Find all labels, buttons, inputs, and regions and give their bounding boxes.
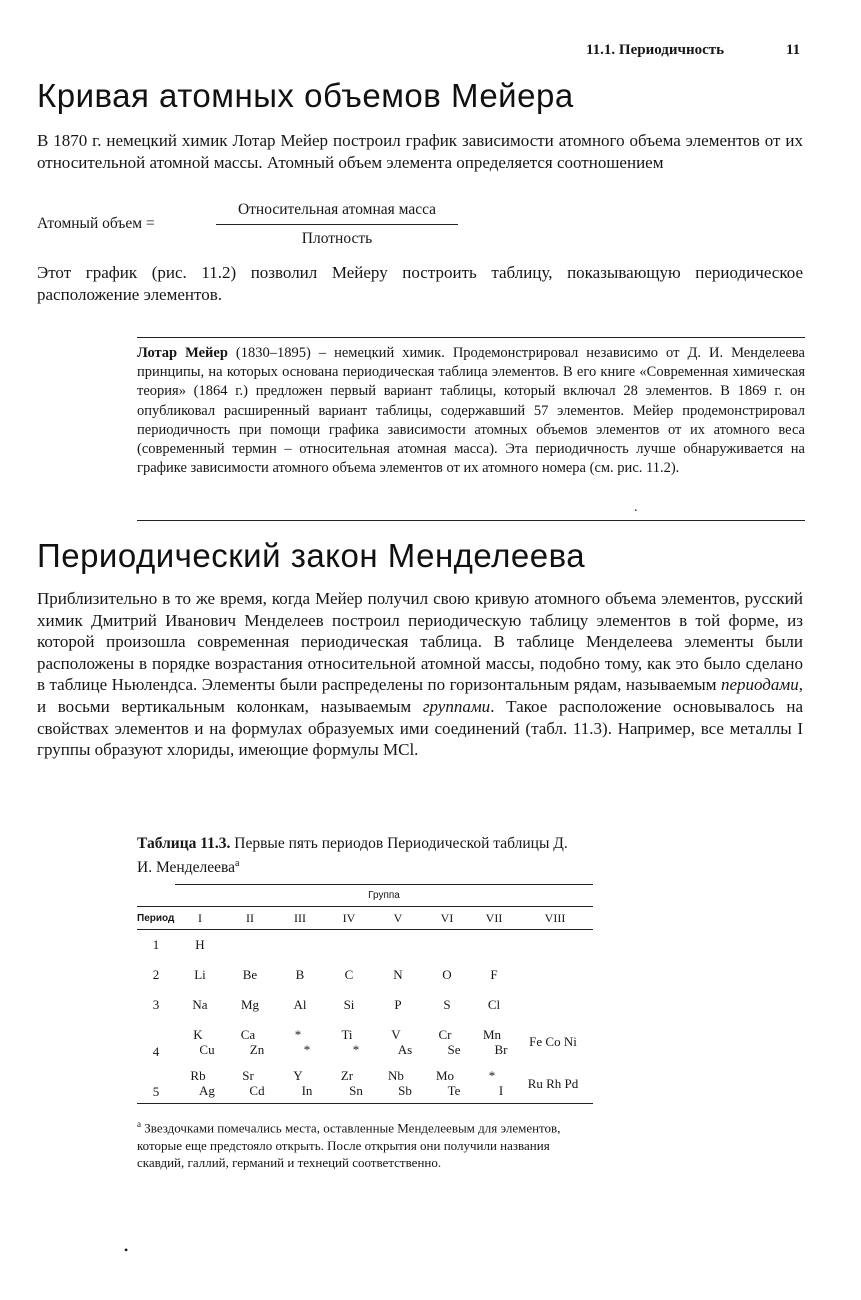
period-number: 5 [152, 1084, 160, 1099]
bio-top-rule [137, 337, 805, 338]
period-number: 1 [152, 936, 160, 952]
formula-lhs: Атомный объем = [37, 215, 155, 232]
periodic-table [137, 884, 593, 1104]
element-cell: Nb Sb [388, 1068, 412, 1099]
element-cell: Li [194, 966, 206, 982]
col-header: IV [325, 907, 373, 930]
element-cell: * I [488, 1068, 504, 1099]
table-caption-mark: а [234, 858, 240, 869]
formula-denominator: Плотность [301, 230, 373, 247]
element-cell: H [195, 936, 205, 952]
element-cell: Y In [293, 1068, 313, 1099]
table-footnote [137, 1116, 577, 1172]
bio-name: Лотар Мейер [137, 345, 228, 361]
element-cell: Be [242, 966, 258, 982]
running-head [586, 42, 801, 59]
bio-bottom-rule [137, 520, 805, 521]
bottom-mark: • [124, 1243, 129, 1257]
page-number: 11 [786, 42, 801, 58]
col-header: VI [423, 907, 471, 930]
element-cell: S [443, 996, 451, 1012]
element-cell [325, 930, 373, 960]
element-cell: Ti * [341, 1026, 360, 1057]
element-cell: Rb Ag [190, 1068, 215, 1099]
table-row [137, 1064, 593, 1104]
meyer-after [37, 262, 803, 305]
formula-fraction-bar [216, 224, 458, 225]
element-cell: O [442, 966, 452, 982]
section-title-mendeleev: Периодический закон Менделеева [37, 537, 586, 574]
element-cell: Mg [240, 996, 260, 1012]
mendeleev-text-3: . Такое расположение основывалось на свойствах элементов и на формулах образуемых ими соединений (табл. 11.3). Например, все металлы I группы образуют хлориды, имеющие формулы MCl. [37, 696, 803, 760]
element-cell: K Cu [193, 1026, 215, 1057]
mendeleev-paragraph [37, 588, 803, 761]
element-cell [225, 930, 275, 960]
formula-numerator: Относительная атомная масса [237, 201, 437, 218]
table-caption-text: Первые пять периодов Периодической таблицы Д. И. Менделеева [137, 835, 568, 877]
element-cell: Mo Te [435, 1068, 461, 1099]
element-cell: Si [343, 996, 355, 1012]
col-header: V [373, 907, 423, 930]
section-title-meyer: Кривая атомных объемов Мейера [37, 77, 574, 114]
col-header: II [225, 907, 275, 930]
period-number: 3 [152, 996, 160, 1012]
element-cell [517, 930, 593, 960]
footnote-mark: а [137, 1119, 141, 1129]
element-cell: C [344, 966, 354, 982]
element-cell: F [490, 966, 498, 982]
bio-text: (1830–1895) – немецкий химик. Продемонстрировал независимо от Д. И. Менделеева принципы, на которых основана периодическая таблица элементов. В его книге «Современная химическая теория» (1864 г.) предложен первый вариант таблицы, который включал 28 элементов. В 1869 г. он опубликовал расширенный вариант таблицы, содержавший 57 элементов. Мейер продемонстрировал периодичность при помощи графика зависимости атомных объемов элементов от их атомного веса (современный термин – относительная атомная масса). Эта периодичность лучше обнаруживается на графике зависимости атомного объема элементов от их атомного номера (см. рис. 11.2). [137, 345, 805, 477]
footnote-text: Звездочками помечались места, оставленные Менделеевым для элементов, которые еще предстояло открыть. После открытия они получили названия скавдий, галлий, германий и технеций соответственно. [137, 1120, 561, 1171]
element-cell [373, 930, 423, 960]
table-row [137, 930, 593, 960]
col-header: VIII [517, 907, 593, 930]
bio-box [137, 344, 805, 478]
element-cell [471, 930, 517, 960]
element-cell: Al [293, 996, 307, 1012]
col-header: I [175, 907, 225, 930]
element-cell: * * [294, 1026, 311, 1057]
running-head-section: 11.1. Периодичность [586, 42, 725, 58]
table-caption-label: Таблица 11.3. [137, 835, 231, 852]
element-cell: Na [192, 996, 208, 1012]
meyer-intro [37, 130, 803, 173]
mendeleev-text-2: , и восьми вертикальным колонкам, называемым [37, 675, 803, 716]
element-cell: Ru Rh Pd [527, 1075, 579, 1091]
table-row [137, 1020, 593, 1064]
element-cell: P [394, 996, 402, 1012]
element-cell: V As [391, 1026, 413, 1057]
element-cell: Mn Br [482, 1026, 508, 1057]
table-caption [137, 834, 577, 878]
element-cell: Cr Se [438, 1026, 461, 1057]
group-header: Группа [175, 885, 593, 907]
table-row [137, 960, 593, 990]
element-cell [275, 930, 325, 960]
element-cell: Zr Sn [340, 1068, 363, 1099]
element-cell [517, 990, 593, 1020]
table-row [137, 990, 593, 1020]
period-header: Период [137, 907, 175, 930]
meyer-after-text: Этот график (рис. 11.2) позволил Мейеру построить таблицу, показывающую периодическое расположение элементов. [37, 263, 803, 304]
term-periods: периодами [720, 675, 799, 695]
table-bottom-rule [137, 1104, 593, 1105]
period-number: 2 [152, 966, 160, 982]
element-cell: Sr Cd [242, 1068, 265, 1099]
element-cell: Ca Zn [240, 1026, 265, 1057]
period-number: 4 [152, 1043, 160, 1059]
element-cell: Cl [487, 996, 501, 1012]
stray-mark: . [634, 500, 638, 515]
element-cell: B [295, 966, 305, 982]
element-cell: N [393, 966, 403, 982]
element-cell [423, 930, 471, 960]
element-cell: Fe Co Ni [529, 1034, 577, 1049]
meyer-intro-text: В 1870 г. немецкий химик Лотар Мейер построил график зависимости атомного объема элементов от их относительной атомной массы. Атомный объем элемента определяется соотношением [37, 131, 803, 172]
term-groups: группами [422, 696, 491, 716]
col-header: VII [471, 907, 517, 930]
col-header: III [275, 907, 325, 930]
mendeleev-text-1: Приблизительно в то же время, когда Мейер получил свою кривую атомного объема элементов, русский химик Дмитрий Иванович Менделеев построил периодическую таблицу элементов в той форме, из которой произошла современная периодическая таблица. В таблице Менделеева элементы были расположены в порядке возрастания относительной атомной массы, подобно тому, как это было сделано в таблице Ньюлендса. Элементы были распределены по горизонтальным рядам, называемым [37, 589, 803, 695]
element-cell [517, 960, 593, 990]
